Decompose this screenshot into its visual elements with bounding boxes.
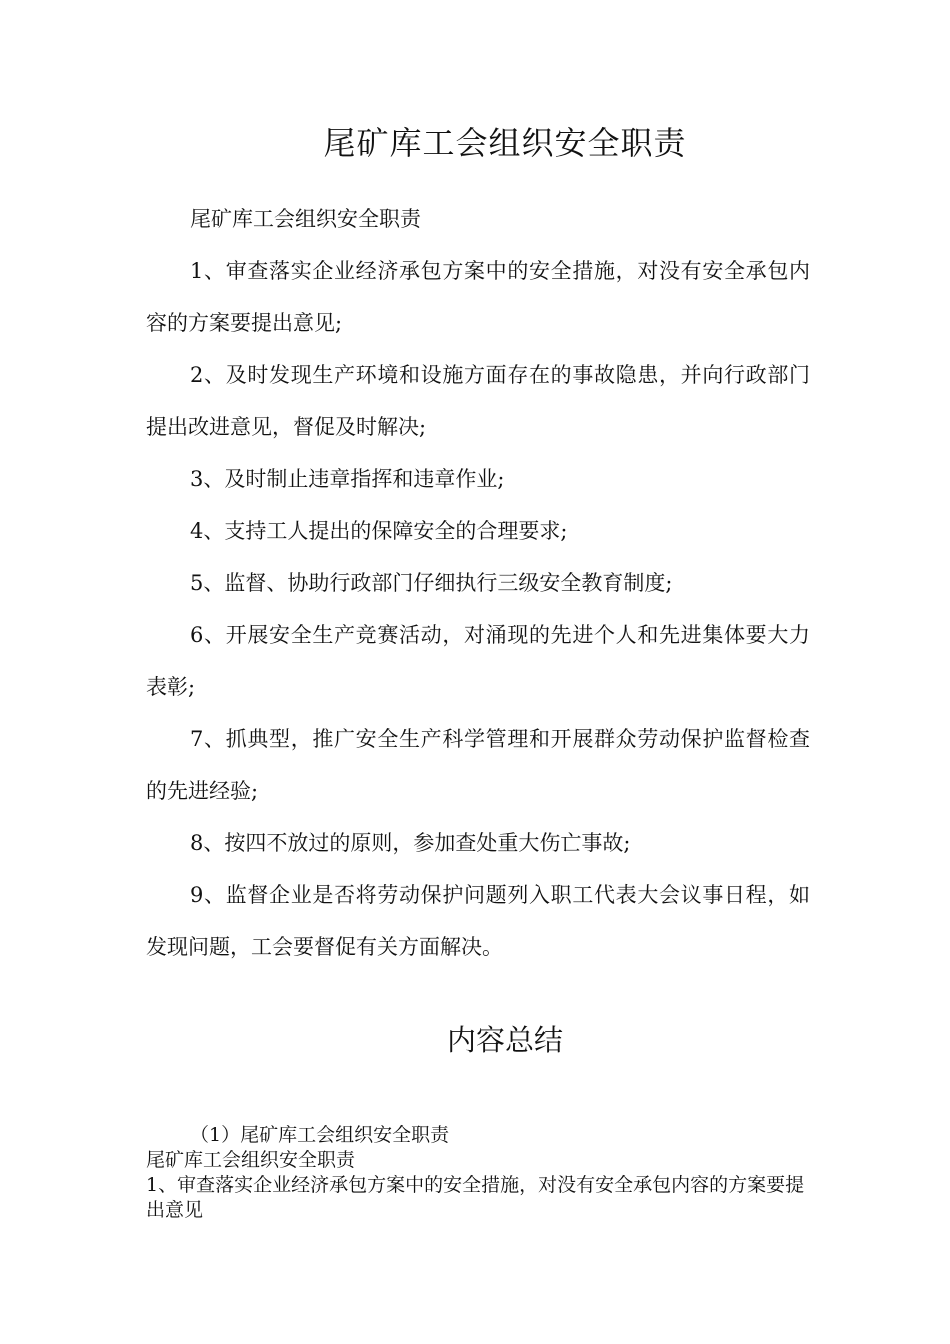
summary-title: 内容总结	[446, 1023, 563, 1057]
paragraph-item-2: 2、及时发现生产环境和设施方面存在的事故隐患，并向行政部门提出改进意见，督促及时解决;	[146, 363, 810, 439]
paragraph-item-3: 3、及时制止违章指挥和违章作业;	[190, 467, 505, 491]
paragraph-item-7: 7、抓典型，推广安全生产科学管理和开展群众劳动保护监督检查的先进经验;	[146, 727, 810, 803]
paragraph-item-9: 9、监督企业是否将劳动保护问题列入职工代表大会议事日程，如发现问题，工会要督促有关方面解决。	[146, 883, 810, 959]
paragraph-item-8: 8、按四不放过的原则，参加查处重大伤亡事故;	[190, 831, 631, 855]
summary-line-1: 尾矿库工会组织安全职责	[146, 1149, 356, 1171]
summary-section	[146, 1122, 810, 1223]
summary-line-2: 1、审查落实企业经济承包方案中的安全措施，对没有安全承包内容的方案要提出意见	[146, 1174, 805, 1221]
paragraph-item-6: 6、开展安全生产竞赛活动，对涌现的先进个人和先进集体要大力表彰;	[146, 623, 810, 699]
document-body	[146, 193, 810, 973]
paragraph-item-1: 1、审查落实企业经济承包方案中的安全措施，对没有安全承包内容的方案要提出意见;	[146, 259, 810, 335]
summary-heading: （1）尾矿库工会组织安全职责	[190, 1124, 450, 1146]
document-title: 尾矿库工会组织安全职责	[323, 124, 687, 162]
paragraph-item-4: 4、支持工人提出的保障安全的合理要求;	[190, 519, 568, 543]
paragraph-item-5: 5、监督、协助行政部门仔细执行三级安全教育制度;	[190, 571, 673, 595]
paragraph-intro: 尾矿库工会组织安全职责	[190, 207, 421, 231]
